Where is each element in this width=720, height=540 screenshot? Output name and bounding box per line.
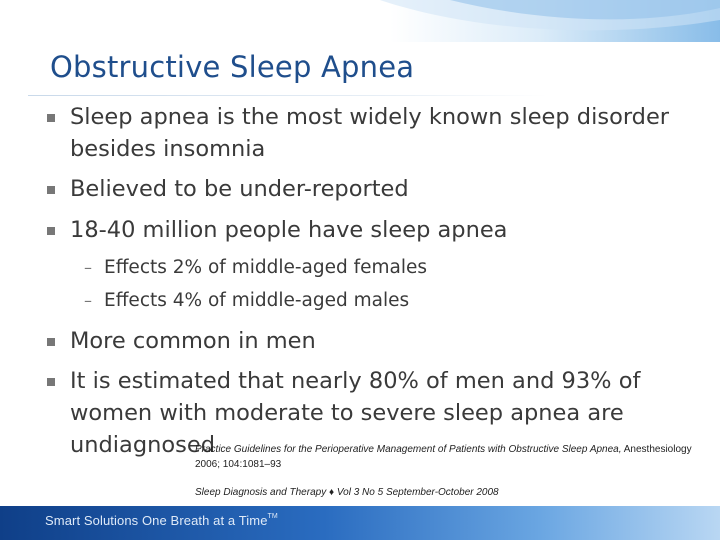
trademark-mark: TM (267, 513, 278, 520)
slide-title: Obstructive Sleep Apnea (50, 50, 415, 84)
bullet-item: Sleep apnea is the most widely known sleep disorder besides insomnia (70, 104, 670, 162)
bullet-square-icon (47, 336, 59, 348)
sub-bullet-dash-icon: – (84, 291, 92, 310)
bullet-square-icon (47, 376, 59, 388)
footer-tagline (45, 513, 278, 528)
citation-guidelines (195, 442, 695, 472)
footer-tagline-text: Smart Solutions One Breath at a Time (45, 513, 268, 528)
citation-journal-issue: Sleep Diagnosis and Therapy ♦ Vol 3 No 5 September-October 2008 (195, 487, 499, 498)
bullet-square-icon (47, 184, 59, 196)
title-divider (28, 95, 548, 96)
sub-bullet-dash-icon: – (84, 258, 92, 277)
citation-title: Practice Guidelines for the Perioperative Management of Patients with Obstructive Sleep Apnea, (195, 444, 622, 455)
bullet-item: It is estimated that nearly 80% of men and 93% of women with moderate to severe sleep apnea are undiagnosed (70, 368, 641, 458)
citation-journal: Anesthesiology 2006; 104:1081–93 (195, 444, 692, 470)
bullet-square-icon (47, 112, 59, 124)
bullet-item: 18-40 million people have sleep apnea (70, 217, 508, 243)
bullet-item: Believed to be under-reported (70, 176, 409, 202)
sub-bullet-item: Effects 2% of middle-aged females (104, 257, 428, 278)
sub-bullet-item: Effects 4% of middle-aged males (104, 290, 410, 311)
bullet-square-icon (47, 225, 59, 237)
bullet-item: More common in men (70, 328, 316, 354)
